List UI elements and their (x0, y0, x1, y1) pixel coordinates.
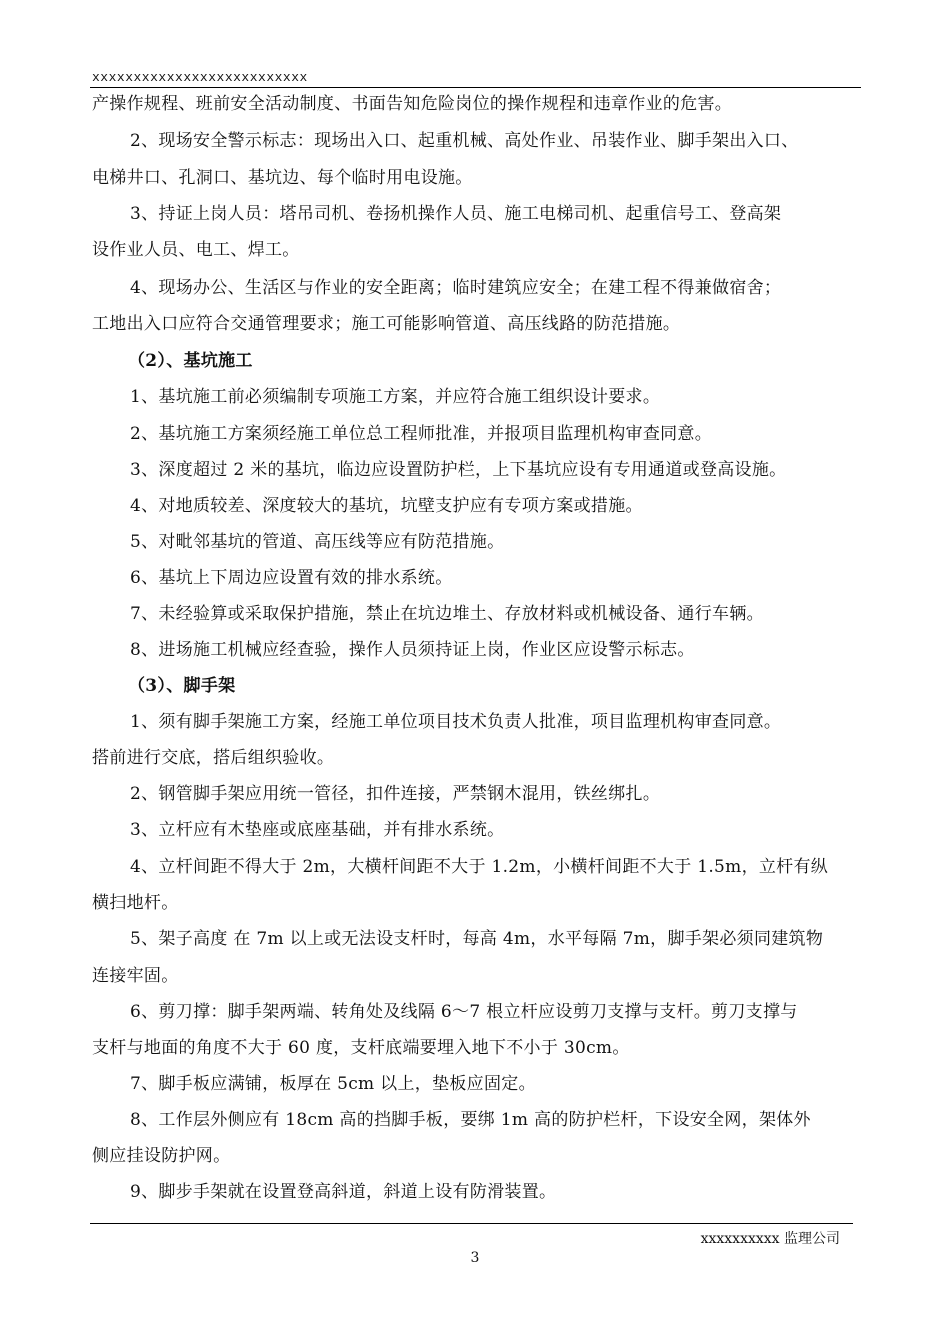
body-line: 横扫地杆。 (92, 893, 179, 913)
body-line: 3、深度超过 2 米的基坑，临边应设置防护栏，上下基坑应设有专用通道或登高设施。 (130, 460, 787, 480)
body-line: 1、基坑施工前必须编制专项施工方案，并应符合施工组织设计要求。 (130, 387, 661, 407)
body-line: 6、基坑上下周边应设置有效的排水系统。 (130, 568, 453, 588)
body-line: 1、须有脚手架施工方案，经施工单位项目技术负责人批准，项目监理机构审查同意。 (130, 712, 782, 732)
body-line: 8、进场施工机械应经查验，操作人员须持证上岗，作业区应设警示标志。 (130, 640, 695, 660)
body-line: 连接牢固。 (92, 966, 179, 986)
footer-divider (90, 1223, 853, 1224)
body-line: 5、架子高度 在 7m 以上或无法设支杆时，每高 4m，水平每隔 7m，脚手架必须同建筑物 (130, 929, 824, 949)
header-divider (90, 87, 861, 88)
body-line: 搭前进行交底，搭后组织验收。 (92, 748, 335, 768)
footer-company: xxxxxxxxxx 监理公司 (700, 1231, 840, 1247)
body-line: 4、对地质较差、深度较大的基坑，坑壁支护应有专项方案或措施。 (130, 496, 643, 516)
body-line: 3、持证上岗人员：塔吊司机、卷扬机操作人员、施工电梯司机、起重信号工、登高架 (130, 204, 782, 224)
header-text: xxxxxxxxxxxxxxxxxxxxxxxxxx (92, 70, 308, 85)
body-line: 4、立杆间距不得大于 2m，大横杆间距不大于 1.2m，小横杆间距不大于 1.5m，立杆有纵 (130, 857, 829, 877)
body-line: 2、基坑施工方案须经施工单位总工程师批准，并报项目监理机构审查同意。 (130, 424, 713, 444)
body-line: 2、钢管脚手架应用统一管径，扣件连接，严禁钢木混用，铁丝绑扎。 (130, 784, 661, 804)
body-line: 5、对毗邻基坑的管道、高压线等应有防范措施。 (130, 532, 505, 552)
body-line: 7、脚手板应满铺，板厚在 5cm 以上，垫板应固定。 (130, 1074, 536, 1094)
section-heading: （2）、基坑施工 (128, 351, 253, 371)
body-line: 设作业人员、电工、焊工。 (92, 240, 300, 260)
body-line: 2、现场安全警示标志：现场出入口、起重机械、高处作业、吊装作业、脚手架出入口、 (130, 131, 799, 151)
body-line: 7、未经验算或采取保护措施，禁止在坑边堆土、存放材料或机械设备、通行车辆。 (130, 604, 764, 624)
page-number: 3 (470, 1250, 480, 1266)
body-line: 侧应挂设防护网。 (92, 1146, 231, 1166)
body-line: 工地出入口应符合交通管理要求；施工可能影响管道、高压线路的防范措施。 (92, 314, 681, 334)
body-line: 产操作规程、班前安全活动制度、书面告知危险岗位的操作规程和违章作业的危害。 (92, 94, 733, 114)
body-line: 支杆与地面的角度不大于 60 度，支杆底端要埋入地下不小于 30cm。 (92, 1038, 630, 1058)
body-line: 8、工作层外侧应有 18cm 高的挡脚手板，要绑 1m 高的防护栏杆，下设安全网，架体外 (130, 1110, 811, 1130)
body-line: 4、现场办公、生活区与作业的安全距离；临时建筑应安全；在建工程不得兼做宿舍； (130, 278, 782, 298)
body-line: 3、立杆应有木垫座或底座基础，并有排水系统。 (130, 820, 505, 840)
body-line: 9、脚步手架就在设置登高斜道，斜道上设有防滑装置。 (130, 1182, 557, 1202)
body-line: 电梯井口、孔洞口、基坑边、每个临时用电设施。 (92, 168, 473, 188)
section-heading: （3）、脚手架 (128, 676, 236, 696)
body-line: 6、剪刀撑：脚手架两端、转角处及线隔 6～7 根立杆应设剪刀支撑与支杆。剪刀支撑与 (130, 1002, 798, 1022)
